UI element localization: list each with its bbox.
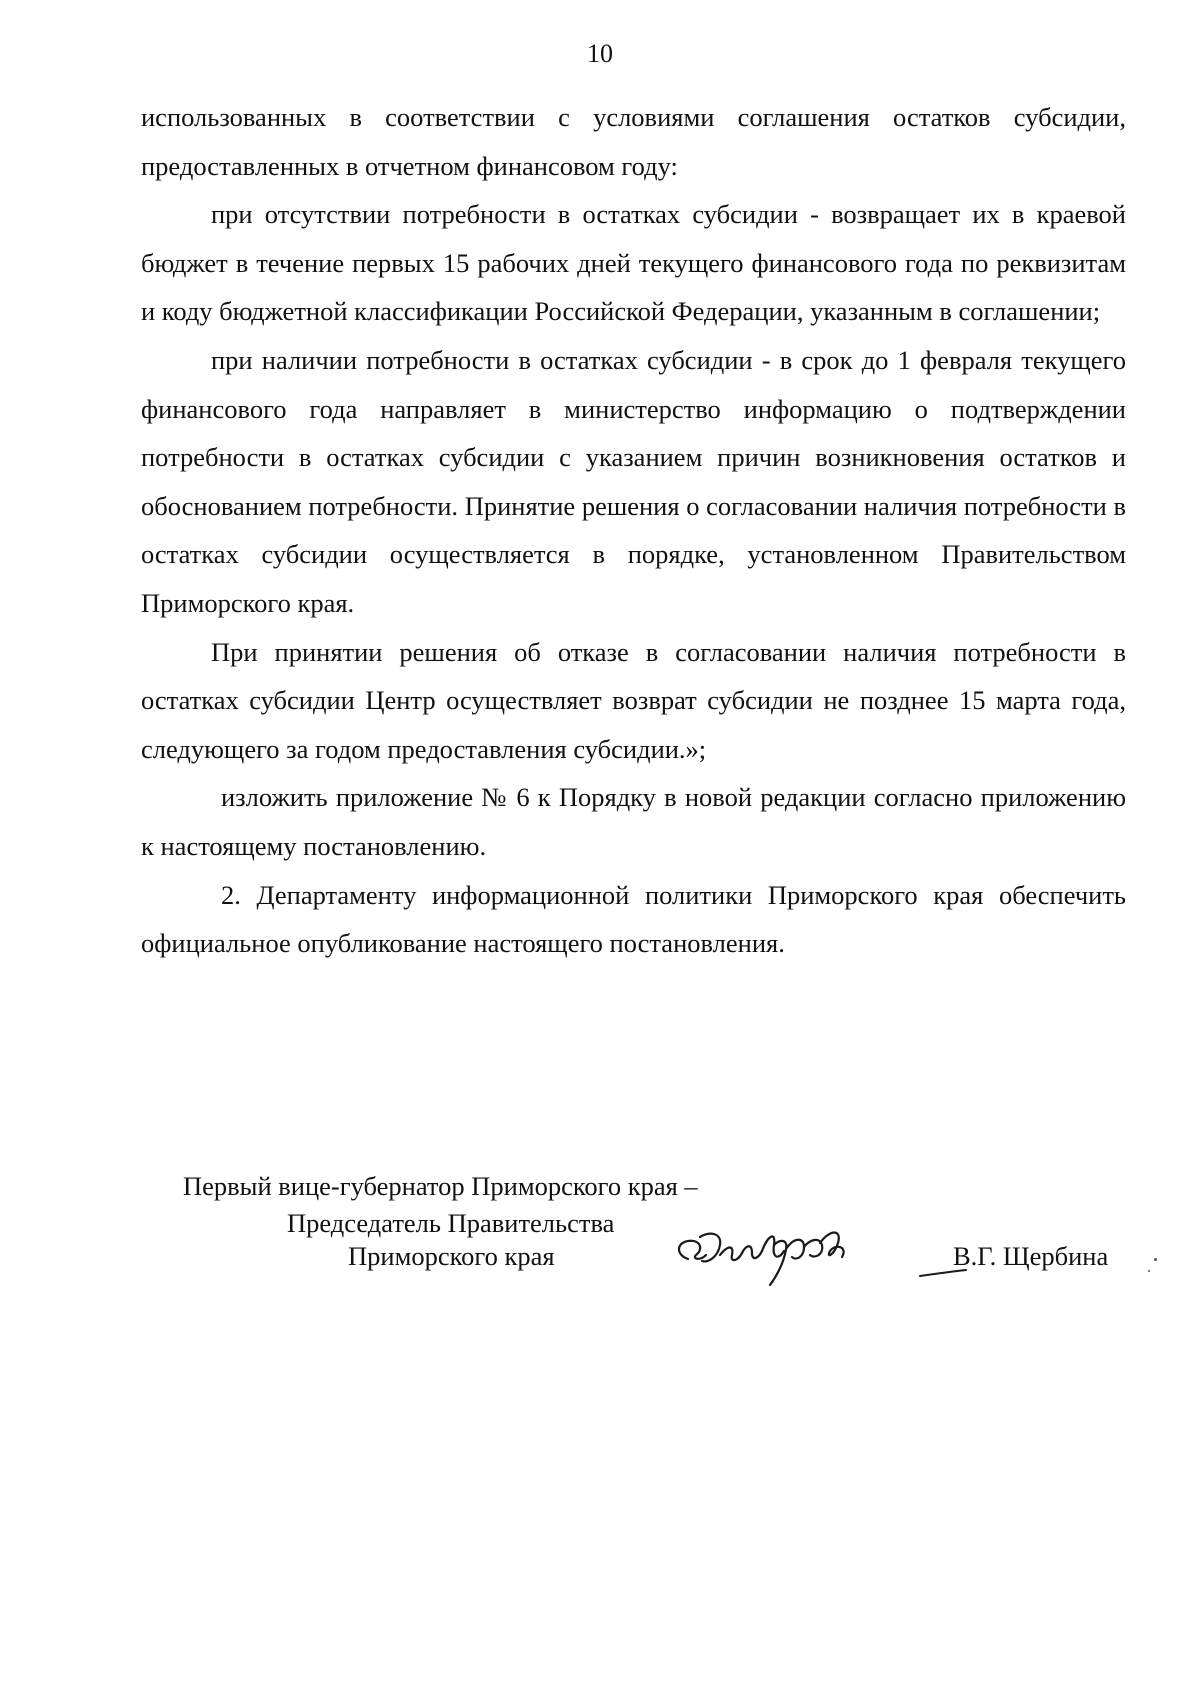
scan-speck	[1148, 1270, 1150, 1272]
scan-speck	[1154, 1258, 1157, 1261]
handwritten-signature	[670, 1215, 890, 1295]
paragraph-appendix: изложить приложение № 6 к Порядку в новой редакции согласно приложению к настоящему постановлению.	[141, 782, 1126, 861]
signatory-name: В.Г. Щербина	[953, 1241, 1109, 1271]
paragraph-no-need: при отсутствии потребности в остатках субсидии - возвращает их в краевой бюджет в течение первых 15 рабочих дней текущего финансового года по реквизитам и коду бюджетной классификации Российской Федерации, указанным в соглашении;	[141, 199, 1126, 327]
signatory-position-line-3: Приморского края	[348, 1241, 555, 1271]
paragraph-refusal: При принятии решения об отказе в согласовании наличия потребности в остатках субсидии Центр осуществляет возврат субсидии не позднее 15 марта года, следующего за годом предоставления субсидии.»;	[141, 636, 1126, 764]
signatory-position-line-2: Председатель Правительства	[287, 1208, 615, 1238]
paragraph-publication: 2. Департаменту информационной политики Приморского края обеспечить официальное опубликование настоящего постановления.	[141, 879, 1126, 959]
page-number: 10	[587, 39, 613, 68]
paragraph-need: при наличии потребности в остатках субсидии - в срок до 1 февраля текущего финансового года направляет в министерство информацию о подтверждении потребности в остатках субсидии с указанием причин возникновения остатков и обоснованием потребности. Принятие решения о согласовании наличия потребности в остатках субсидии осуществляется в порядке, установленном Правительством Приморского края.	[141, 344, 1126, 618]
paragraph-continuation: использованных в соответствии с условиями соглашения остатков субсидии, предоставленных в отчетном финансовом году:	[141, 102, 1126, 181]
signatory-position-line-1: Первый вице-губернатор Приморского края –	[183, 1171, 698, 1201]
document-body	[141, 93, 1126, 968]
signature-line	[918, 1268, 968, 1278]
